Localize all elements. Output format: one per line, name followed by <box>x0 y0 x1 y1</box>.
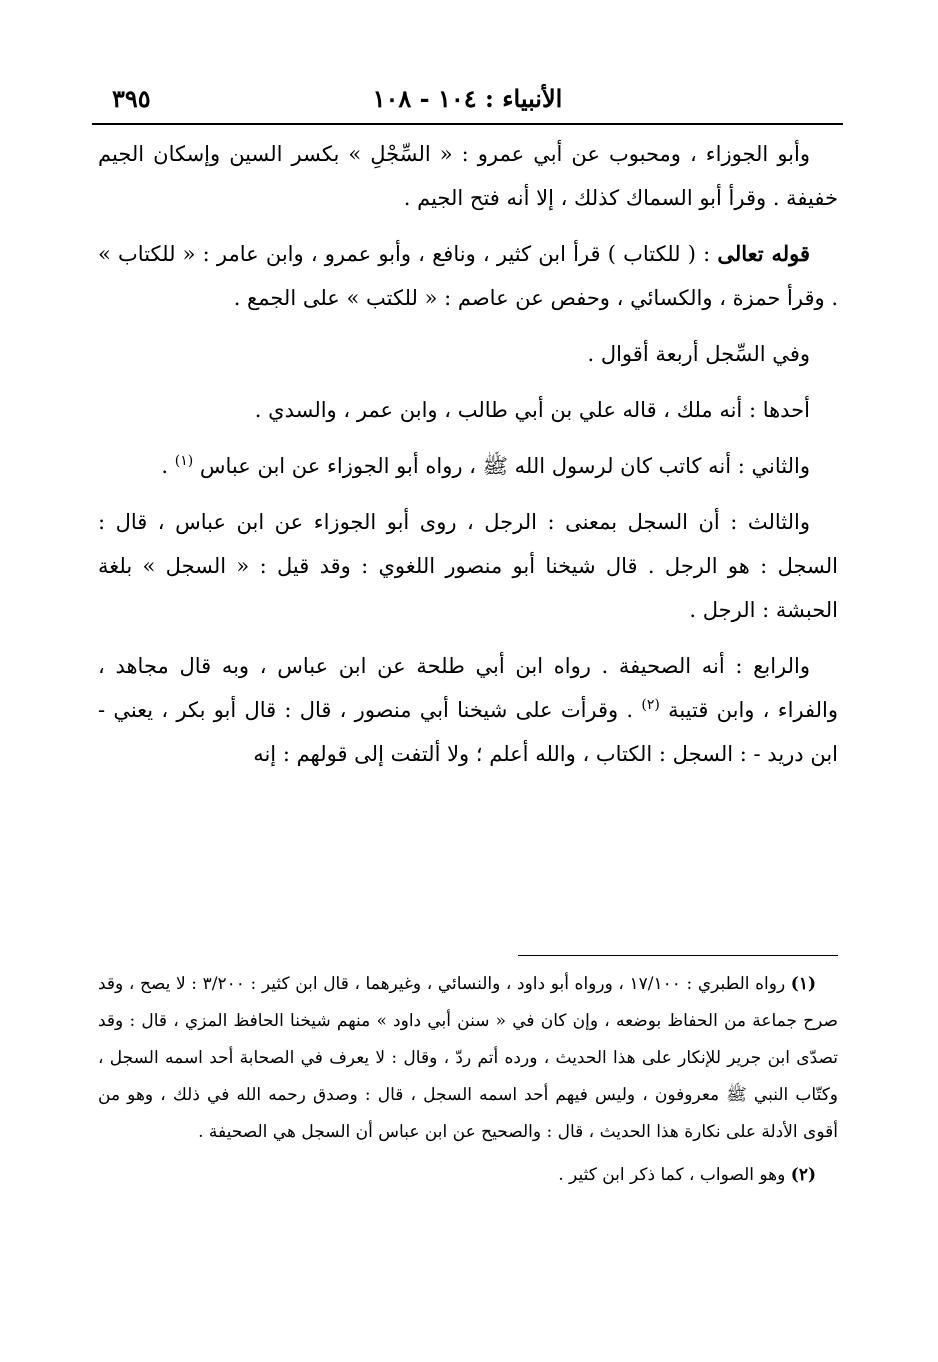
paragraph-7 <box>98 644 838 776</box>
paragraph-5-end: . <box>161 454 175 478</box>
header-rule <box>92 123 843 125</box>
paragraph-4: أحدها : أنه ملك ، قاله علي بن أبي طالب ، وابن عمر ، والسدي . <box>254 398 810 422</box>
paragraph-7-text-a: والرابع : أنه الصحيفة . رواه ابن أبي طلحة عن ابن عباس ، وبه قال مجاهد ، والفراء ، وابن قتيبة <box>98 654 838 722</box>
footnote-1-text: رواه الطبري : ١٧/١٠٠ ، ورواه أبو داود ، والنسائي ، وغيرهما ، قال ابن كثير : ٣/٢٠٠ : لا يصح ، وقد صرح جماعة من الحفاظ بوضعه ، وإن كان في « سنن أبي داود » منهم شيخنا الحافظ المزي ، قال : وقد تصدّى ابن جرير للإنكار على هذا الحديث ، ورده أتم ردّ ، وقال : لا يعرف في الصحابة أحد اسمه السجل ، وكتّاب النبي ﷺ معروفون ، وليس فيهم أحد اسمه السجل ، قال : وصدق رحمه الله في ذلك ، وهو من أقوى الأدلة على نكارة هذا الحديث ، قال : والصحيح عن ابن عباس أن السجل هي الصحيفة . <box>98 974 838 1142</box>
footnote-2-number: (٢) <box>790 1165 816 1185</box>
running-head: الأنبياء : ١٠٤ - ١٠٨ <box>372 84 563 113</box>
page-number: ٣٩٥ <box>112 84 151 113</box>
paragraph-5 <box>98 444 838 488</box>
footnotes <box>98 966 838 1200</box>
page-header <box>92 80 843 120</box>
paragraph-1: وأبو الجوزاء ، ومحبوب عن أبي عمرو : « السِّجْلِ » بكسر السين وإسكان الجيم خفيفة . وقرأ أبو السماك كذلك ، إلا أنه فتح الجيم . <box>98 142 838 210</box>
footnote-ref-2[interactable]: (٢) <box>641 697 660 713</box>
footnote-2-text: وهو الصواب ، كما ذكر ابن كثير . <box>558 1165 786 1185</box>
main-text <box>98 132 838 788</box>
paragraph-5-text: والثاني : أنه كاتب كان لرسول الله ﷺ ، رواه أبو الجوزاء عن ابن عباس <box>199 454 810 478</box>
paragraph-2 <box>98 232 838 320</box>
footnote-2 <box>98 1157 838 1194</box>
footnote-1-number: (١) <box>790 974 816 994</box>
footnote-1 <box>98 966 838 1151</box>
footnote-ref-1[interactable]: (١) <box>174 453 194 469</box>
paragraph-6: والثالث : أن السجل بمعنى : الرجل ، روى أبو الجوزاء عن ابن عباس ، قال : السجل : هو الرجل . قال شيخنا أبو منصور اللغوي : وقد قيل : « السجل » بلغة الحبشة : الرجل . <box>98 510 838 622</box>
footnote-rule <box>518 955 838 956</box>
paragraph-2-text: : ( للكتاب ) قرأ ابن كثير ، ونافع ، وأبو عمرو ، وابن عامر : « للكتاب » . وقرأ حمزة ، والكسائي ، وحفص عن عاصم : « للكتب » على الجمع . <box>98 242 838 310</box>
paragraph-3: وفي السِّجل أربعة أقوال . <box>587 342 810 366</box>
paragraph-2-lead: قوله تعالى <box>717 241 810 266</box>
paragraph-7-text-b: . وقرأت على شيخنا أبي منصور ، قال : قال أبو بكر ، يعني - ابن دريد - : السجل : الكتاب ، والله أعلم ؛ ولا ألتفت إلى قولهم : إنه <box>98 698 838 766</box>
